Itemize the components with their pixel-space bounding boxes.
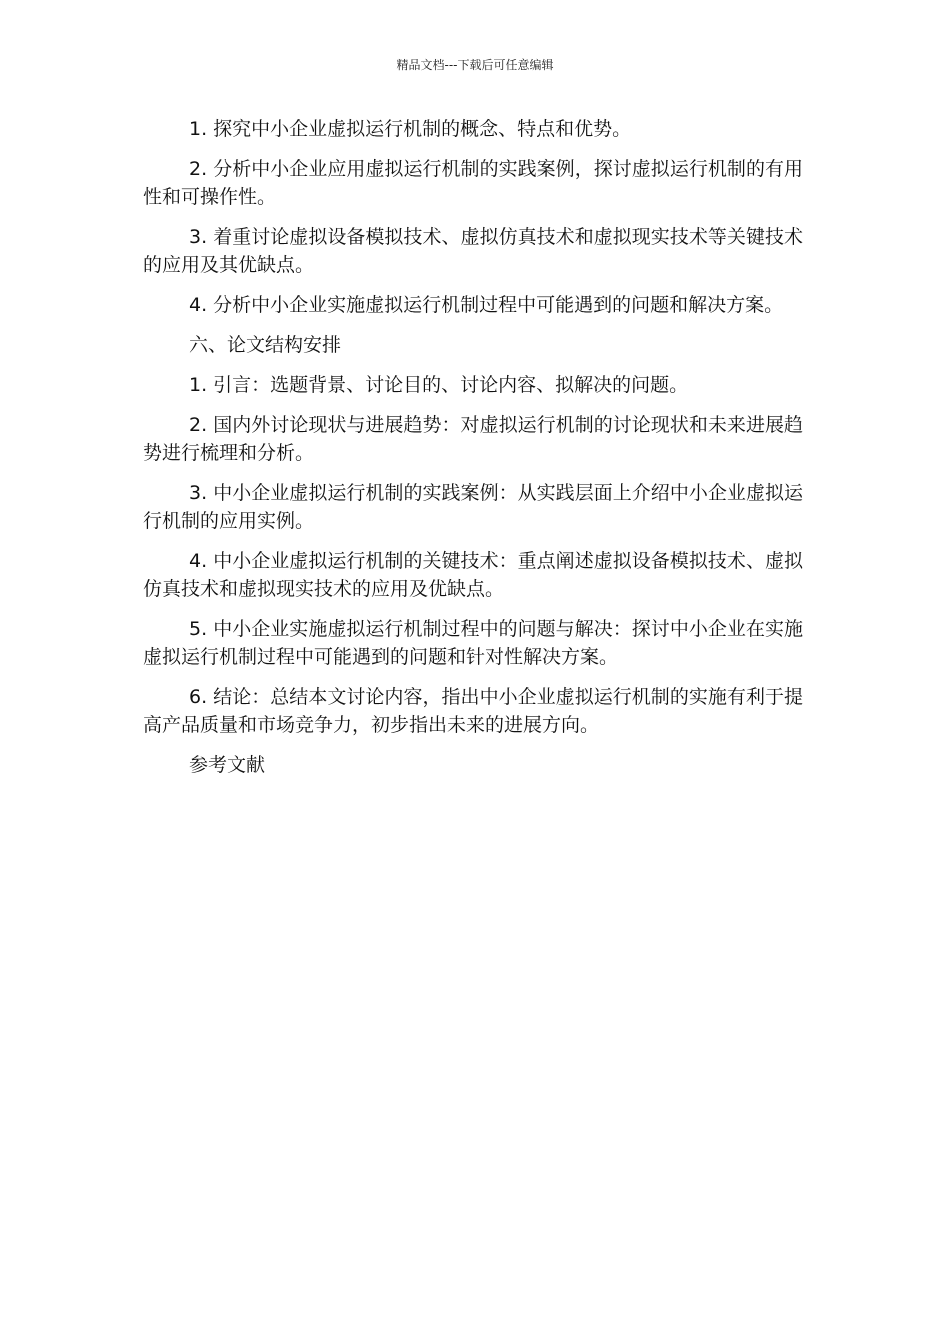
research-item-4: 4. 分析中小企业实施虚拟运行机制过程中可能遇到的问题和解决方案。 [189,294,784,316]
structure-item-1: 1. 引言：选题背景、讨论目的、讨论内容、拟解决的问题。 [189,374,689,396]
structure-item-4: 4. 中小企业虚拟运行机制的关键技术：重点阐述虚拟设备模拟技术、虚拟仿真技术和虚拟现实技术的应用及优缺点。 [143,550,803,600]
research-item-3: 3. 着重讨论虚拟设备模拟技术、虚拟仿真技术和虚拟现实技术等关键技术的应用及其优缺点。 [143,226,803,276]
research-item-1: 1. 探究中小企业虚拟运行机制的概念、特点和优势。 [189,118,632,140]
structure-item-6: 6. 结论：总结本文讨论内容，指出中小企业虚拟运行机制的实施有利于提高产品质量和市场竞争力，初步指出未来的进展方向。 [143,686,803,736]
research-item-2: 2. 分析中小企业应用虚拟运行机制的实践案例，探讨虚拟运行机制的有用性和可操作性。 [143,158,803,208]
references-heading: 参考文献 [189,754,266,776]
structure-item-3: 3. 中小企业虚拟运行机制的实践案例：从实践层面上介绍中小企业虚拟运行机制的应用实例。 [143,482,803,532]
structure-item-5: 5. 中小企业实施虚拟运行机制过程中的问题与解决：探讨中小企业在实施虚拟运行机制过程中可能遇到的问题和针对性解决方案。 [143,618,803,668]
document-body [143,115,803,791]
page-header: 精品文档---下载后可任意编辑 [396,58,554,72]
structure-item-2: 2. 国内外讨论现状与进展趋势：对虚拟运行机制的讨论现状和未来进展趋势进行梳理和分析。 [143,414,803,464]
section-heading-structure: 六、论文结构安排 [189,334,342,356]
